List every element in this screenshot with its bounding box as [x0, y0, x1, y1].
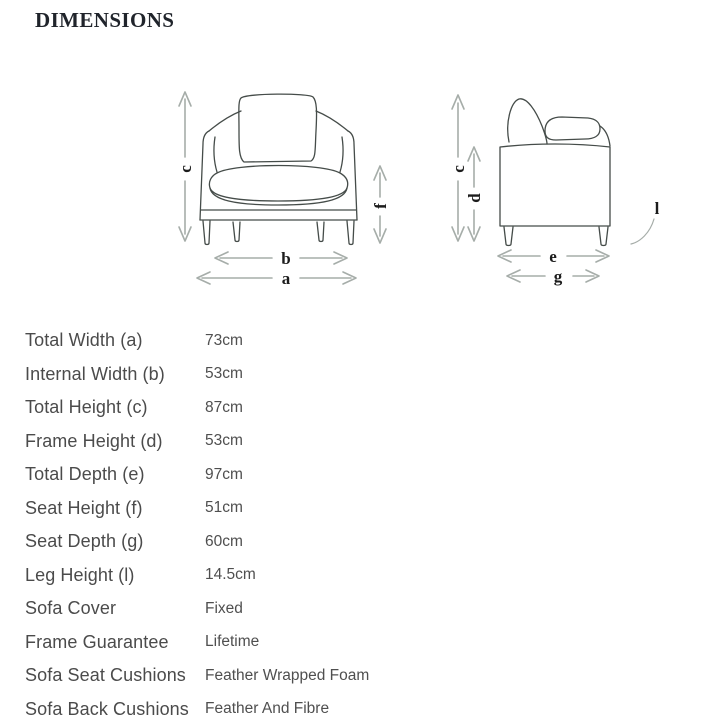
spec-value: 53cm: [205, 432, 243, 450]
front-left-arm-outer: [200, 131, 209, 220]
dimension-label-c-front: c: [176, 165, 195, 173]
armchair-side-view-drawing: [500, 99, 610, 246]
spec-label: Leg Height (l): [25, 565, 205, 586]
dimensions-diagram: [0, 75, 706, 305]
spec-row-seat-height: [25, 492, 465, 526]
spec-value: 87cm: [205, 399, 243, 417]
spec-value: 73cm: [205, 332, 243, 350]
spec-value: 53cm: [205, 365, 243, 383]
spec-row-seat-depth: [25, 525, 465, 559]
front-seat-cushion: [209, 166, 347, 202]
armchair-front-view-drawing: [200, 94, 357, 244]
spec-value: Feather And Fibre: [205, 700, 329, 718]
spec-label: Seat Height (f): [25, 498, 205, 519]
side-arm-front-edge: [600, 126, 610, 146]
spec-row-total-depth: [25, 458, 465, 492]
spec-row-internal-width: [25, 358, 465, 392]
front-right-arm-outer: [348, 131, 357, 220]
side-back-cushion: [508, 99, 547, 144]
dimensions-spec-table: [25, 324, 465, 726]
spec-row-total-width: [25, 324, 465, 358]
front-seat-cushion-front-edge: [210, 188, 347, 205]
front-leg-outer-left: [203, 221, 210, 245]
spec-value: 60cm: [205, 533, 243, 551]
spec-label: Frame Height (d): [25, 431, 205, 452]
side-leg-left: [504, 227, 513, 246]
spec-value: 97cm: [205, 466, 243, 484]
front-left-arm-top: [209, 111, 241, 131]
dimension-label-d: d: [465, 193, 484, 203]
dimension-label-l: l: [655, 199, 660, 218]
spec-row-frame-height: [25, 425, 465, 459]
side-body: [500, 144, 610, 226]
front-right-arm-inner: [340, 137, 343, 172]
spec-value: 14.5cm: [205, 566, 256, 584]
page-title: DIMENSIONS: [35, 8, 174, 33]
side-armrest: [545, 117, 600, 140]
front-left-arm-inner: [214, 137, 217, 172]
spec-row-total-height: [25, 391, 465, 425]
dimensions-diagram-svg: [0, 75, 706, 305]
spec-row-frame-guarantee: [25, 626, 465, 660]
spec-row-seat-cushions: [25, 659, 465, 693]
spec-row-leg-height: [25, 559, 465, 593]
spec-value: Fixed: [205, 600, 243, 618]
spec-label: Total Height (c): [25, 397, 205, 418]
spec-value: 51cm: [205, 499, 243, 517]
spec-label: Sofa Seat Cushions: [25, 665, 205, 686]
spec-row-back-cushions: [25, 693, 465, 726]
spec-label: Seat Depth (g): [25, 531, 205, 552]
dimension-label-a: a: [282, 269, 291, 288]
front-back-cushion: [239, 94, 317, 162]
dimension-label-b: b: [281, 249, 290, 268]
dimension-label-f: f: [371, 203, 390, 209]
dimension-label-g: g: [554, 267, 563, 286]
spec-row-sofa-cover: [25, 592, 465, 626]
spec-label: Frame Guarantee: [25, 632, 205, 653]
front-leg-inner-left: [233, 222, 240, 242]
leg-pointer-curve: [631, 219, 654, 244]
spec-label: Internal Width (b): [25, 364, 205, 385]
front-leg-inner-right: [317, 222, 324, 242]
spec-label: Sofa Cover: [25, 598, 205, 619]
front-right-arm-top: [316, 111, 348, 131]
side-leg-right: [599, 227, 608, 246]
dimension-label-e: e: [549, 247, 557, 266]
front-leg-outer-right: [347, 221, 354, 245]
spec-label: Sofa Back Cushions: [25, 699, 205, 720]
spec-label: Total Depth (e): [25, 464, 205, 485]
spec-value: Feather Wrapped Foam: [205, 667, 369, 685]
spec-value: Lifetime: [205, 633, 259, 651]
dimension-label-c-side: c: [449, 165, 468, 173]
spec-label: Total Width (a): [25, 330, 205, 351]
